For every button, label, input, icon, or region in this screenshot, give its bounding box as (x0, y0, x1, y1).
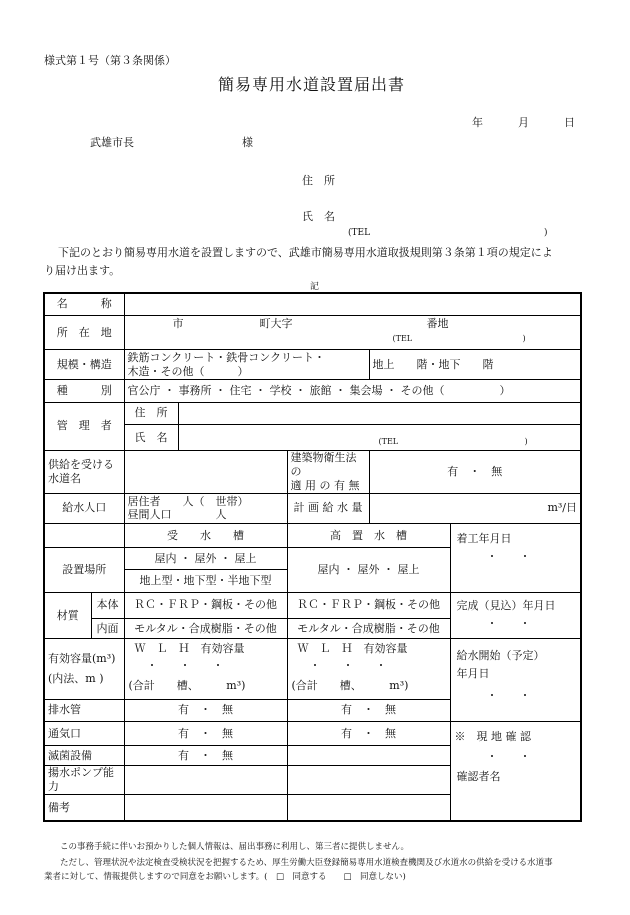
tank-header-blank (44, 524, 124, 548)
disinfect-label: 滅菌設備 (44, 746, 124, 766)
pump-label: 揚水ポンプ能力 (44, 766, 124, 795)
population-label: 給水人口 (44, 493, 124, 523)
row-tank-header (44, 524, 581, 548)
disinfect-yes-no[interactable]: 有 ・ 無 (124, 746, 287, 766)
planned-supply-label: 計 画 給 水 量 (287, 493, 369, 523)
elevated-capacity-total: (合計 槽、 m³) (291, 679, 409, 693)
manager-label: 管 理 者 (44, 402, 124, 450)
site-check-label: ※ 現 地 確 認 (454, 729, 531, 743)
vent-label: 通気口 (44, 721, 124, 745)
name-label: 名 称 (44, 293, 124, 315)
receiving-material-body[interactable]: ＲＣ・ＦＲＰ・鋼板・その他 (124, 592, 287, 618)
planned-supply-field[interactable]: m³/日 (369, 493, 581, 523)
row-vent (44, 721, 581, 745)
applicant-tel-open: (TEL (348, 228, 371, 238)
install-label: 設置場所 (44, 548, 124, 592)
page-title: 簡易専用水道設置届出書 (218, 75, 406, 94)
supply-start-label-1: 給水開始（予定） (456, 649, 545, 663)
supply-start-cell[interactable] (450, 639, 581, 722)
row-material-body (44, 592, 581, 618)
elevated-material-body[interactable]: ＲＣ・ＦＲＰ・鋼板・その他 (287, 592, 450, 618)
receiving-capacity-dots: ・ ・ ・ (146, 659, 224, 673)
intro-line-1: 下記のとおり簡易専用水道を設置しますので、武雄市簡易専用水道取扱規則第３条第１項の規定によ (58, 246, 553, 259)
row-scale (44, 350, 581, 380)
manager-tel-close: ) (524, 436, 528, 446)
supply-start-label-2: 年月日 (456, 667, 490, 681)
residents-line: 居住者 人（ 世帯） (127, 494, 249, 508)
scale-line-2: 木造・その他（ ） (127, 364, 249, 378)
material-inner-label: 内面 (91, 618, 124, 638)
start-date-dots: ・ ・ (486, 550, 531, 563)
scale-label: 規模・構造 (44, 350, 124, 380)
row-manager-address (44, 402, 581, 424)
row-supply (44, 451, 581, 494)
supply-source-label (44, 451, 124, 494)
supply-start-dots: ・ ・ (486, 689, 531, 703)
intro-line-2: り届け出ます。 (44, 264, 121, 277)
privacy-note-3: 業者に対して、情報提供しますので同意をお願いします。( □ 同意する □ 同意しない) (44, 872, 406, 882)
row-manager-name (44, 424, 581, 450)
scale-structure[interactable] (124, 350, 369, 380)
bldg-law-label (287, 451, 369, 494)
location-tel-close: ) (522, 333, 526, 343)
scale-line-1: 鉄筋コンクリート・鉄骨コンクリート・ (127, 350, 326, 364)
row-capacity (44, 639, 581, 700)
start-date-label: 着工年月日 (456, 532, 512, 545)
elevated-pump[interactable] (287, 766, 450, 795)
daytime-line: 昼間人口 人 (127, 508, 227, 522)
manager-name-label: 氏 名 (124, 424, 178, 450)
start-date-cell[interactable] (450, 524, 581, 593)
row-population (44, 493, 581, 523)
elevated-capacity-dots: ・ ・ ・ (309, 659, 387, 673)
capacity-label-line-1: 有効容量(m³) (48, 652, 116, 666)
receiving-capacity[interactable] (124, 639, 287, 700)
receiving-remarks[interactable] (124, 795, 287, 821)
bldg-law-line-1: 建築物衛生法の (290, 451, 357, 478)
capacity-label (44, 639, 124, 700)
location-label: 所 在 地 (44, 315, 124, 349)
completion-label: 完成（見込）年月日 (456, 598, 556, 612)
receiving-vent[interactable]: 有 ・ 無 (124, 721, 287, 745)
elevated-remarks[interactable] (287, 795, 450, 821)
receiving-install-indoor[interactable]: 屋内 ・ 屋外 ・ 屋上 (124, 548, 287, 570)
capacity-label-line-2: (内法、m ) (48, 671, 104, 685)
type-options[interactable]: 官公庁 ・ 事務所 ・ 住宅 ・ 学校 ・ 旅館 ・ 集会場 ・ その他（ ） (124, 380, 581, 402)
manager-address-field[interactable] (178, 402, 581, 424)
elevated-capacity[interactable] (287, 639, 450, 700)
banchi-label: 番地 (426, 316, 449, 330)
location-field[interactable] (124, 315, 581, 349)
bldg-law-line-2: 適 用 の 有 無 (290, 478, 360, 492)
elevated-material-inner[interactable]: モルタル・合成樹脂・その他 (287, 618, 450, 638)
supply-label-line-1: 供給を受ける (48, 458, 114, 472)
elevated-capacity-head: Ｗ Ｌ Ｈ 有効容量 (297, 642, 408, 656)
population-field[interactable] (124, 493, 287, 523)
receiving-install-ground[interactable]: 地上型・地下型・半地下型 (124, 570, 287, 592)
supply-label-line-2: 水道名 (48, 471, 81, 485)
privacy-note-2: ただし、管理状況や法定検査受検状況を把握するため、厚生労働大臣登録簡易専用水道検査機関及び水道水の供給を受ける水道事 (60, 858, 553, 868)
confirmer-label: 確認者名 (456, 769, 501, 783)
privacy-note-1: この事務手続に伴いお預かりした個人情報は、届出事務に利用し、第三者に提供しません。 (60, 842, 410, 852)
material-label: 材質 (44, 592, 91, 638)
row-type (44, 380, 581, 402)
receiving-pump[interactable] (124, 766, 287, 795)
ki-label: 記 (310, 282, 320, 292)
receiving-drain[interactable]: 有 ・ 無 (124, 699, 287, 721)
name-field[interactable] (124, 293, 581, 315)
date-year-label: 年 (472, 116, 483, 129)
date-month-label: 月 (518, 116, 529, 129)
date-day-label: 日 (564, 116, 575, 129)
completion-dots: ・ ・ (486, 616, 531, 630)
elevated-drain[interactable]: 有 ・ 無 (287, 699, 450, 721)
receiving-capacity-head: Ｗ Ｌ Ｈ 有効容量 (134, 642, 245, 656)
type-label: 種 別 (44, 380, 124, 402)
site-check-dots: ・ ・ (486, 749, 531, 763)
addressee: 武雄市長 (90, 136, 134, 149)
honorific: 様 (242, 136, 253, 149)
disinfect-blank (287, 746, 450, 766)
supply-source-field[interactable] (124, 451, 287, 494)
receiving-tank-header: 受 水 槽 (124, 524, 287, 548)
row-location (44, 315, 581, 349)
drain-label: 排水管 (44, 699, 124, 721)
receiving-material-inner[interactable]: モルタル・合成樹脂・その他 (124, 618, 287, 638)
receiving-capacity-total: (合計 槽、 m³) (128, 679, 246, 693)
site-check-cell[interactable] (450, 721, 581, 821)
completion-cell[interactable] (450, 592, 581, 638)
manager-address-label: 住 所 (124, 402, 178, 424)
manager-name-field[interactable] (178, 424, 581, 450)
applicant-name-label: 氏 名 (302, 210, 335, 223)
remarks-label: 備考 (44, 795, 124, 821)
material-body-label: 本体 (91, 592, 124, 618)
city-label: 市 (172, 316, 184, 330)
elevated-vent[interactable]: 有 ・ 無 (287, 721, 450, 745)
floors-field[interactable]: 地上 階・地下 階 (369, 350, 581, 380)
form-number: 様式第１号（第３条関係） (44, 54, 176, 67)
bldg-law-yes-no[interactable]: 有 ・ 無 (369, 451, 581, 494)
manager-tel-open: (TEL (378, 436, 399, 446)
notification-form-table (43, 292, 582, 822)
location-tel-open: (TEL (392, 333, 413, 343)
applicant-address-label: 住 所 (302, 174, 335, 187)
elevated-install-location[interactable]: 屋内 ・ 屋外 ・ 屋上 (287, 548, 450, 592)
town-label: 町大字 (259, 316, 293, 330)
applicant-tel-close: ) (544, 228, 548, 238)
row-name (44, 293, 581, 315)
elevated-tank-header: 高 置 水 槽 (287, 524, 450, 548)
